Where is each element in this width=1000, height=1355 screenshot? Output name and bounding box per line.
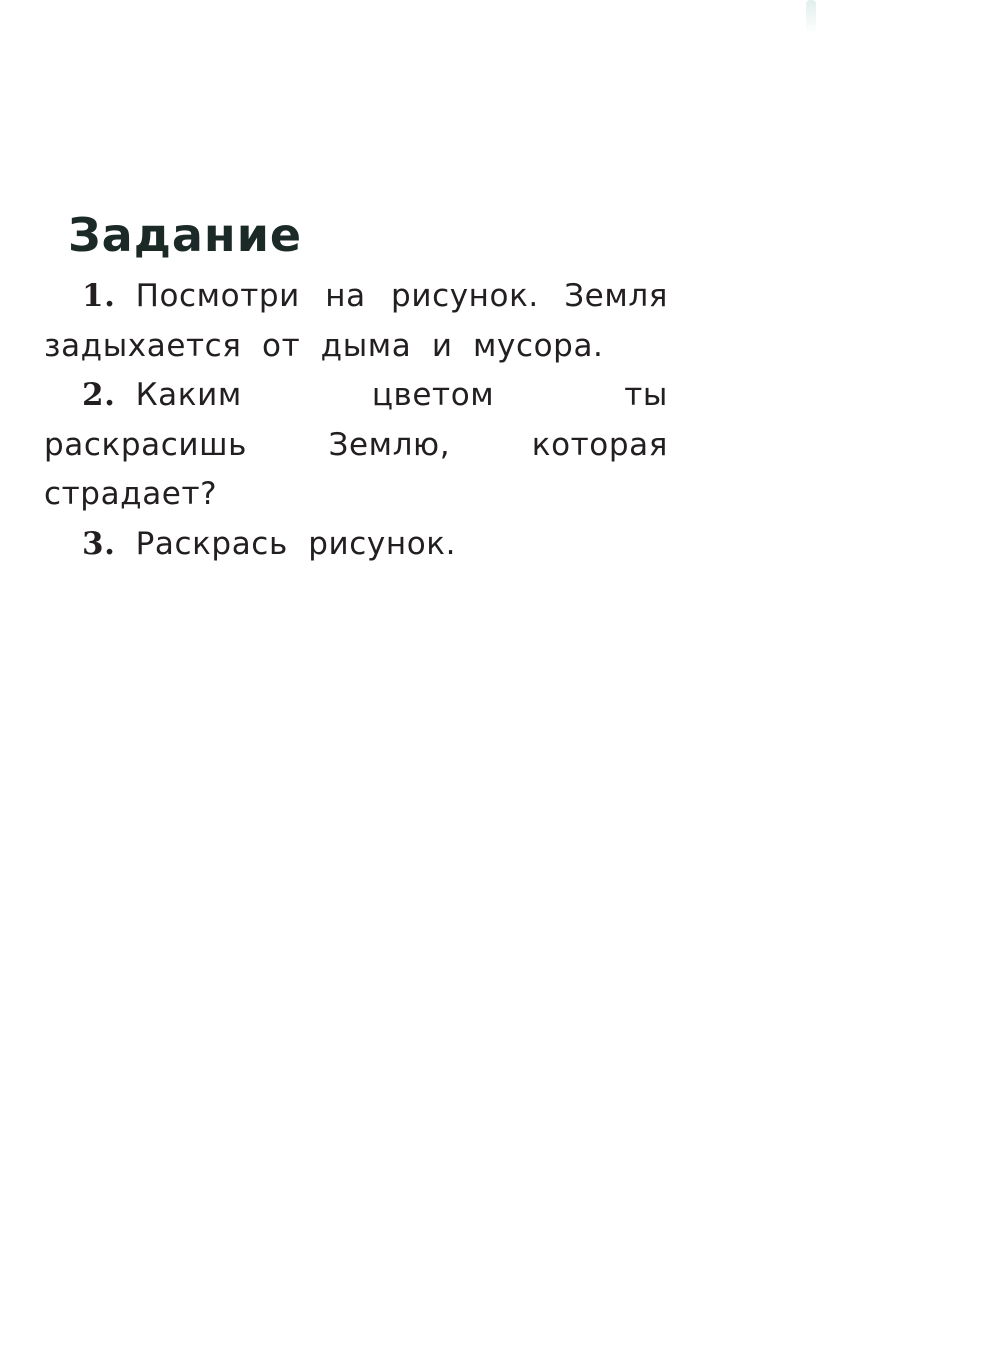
item-text: Раскрась рисунок. — [135, 525, 457, 562]
item-number: 2. — [82, 377, 116, 413]
item-number: 1. — [82, 278, 116, 314]
scan-mark — [806, 0, 816, 34]
task-item — [44, 520, 668, 570]
task-item — [44, 371, 668, 520]
item-text: Каким цветом ты раскрасишь Землю, которая страдает? — [44, 377, 668, 512]
task-block — [44, 198, 668, 569]
task-item — [44, 272, 668, 371]
task-list — [44, 272, 668, 569]
item-number: 3. — [82, 525, 116, 562]
task-title: Задание — [68, 208, 303, 262]
item-text: Посмотри на рисунок. Земля задыхается от дыма и мусора. — [44, 278, 668, 364]
